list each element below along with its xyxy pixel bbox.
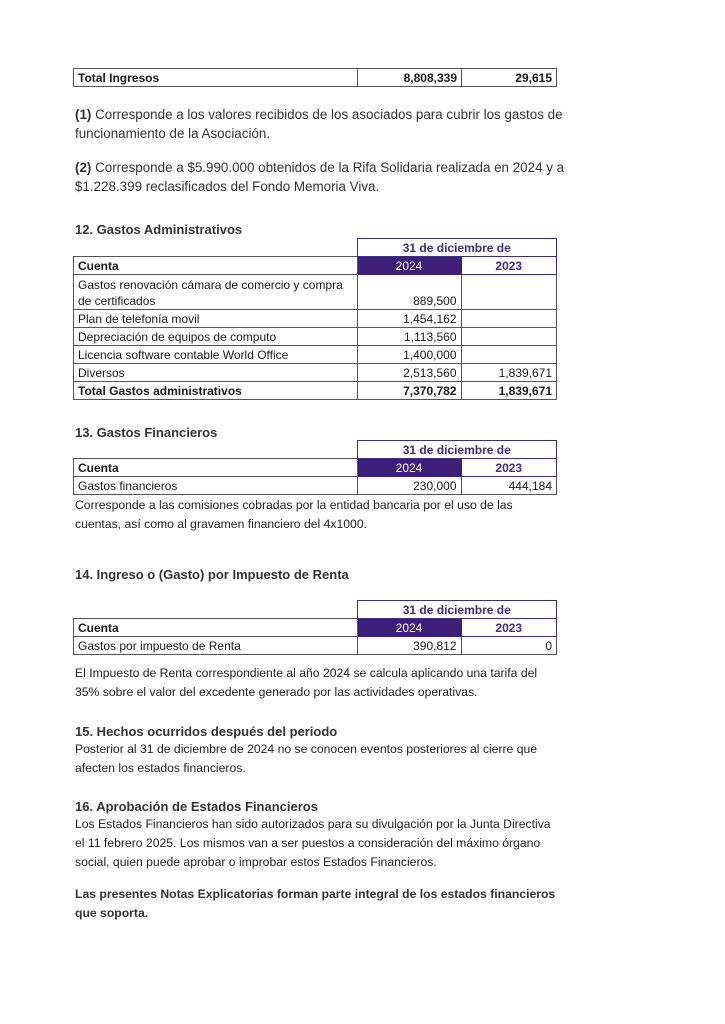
date-header: 31 de diciembre de: [357, 441, 557, 459]
total-2023: 1,839,671: [461, 382, 557, 400]
row-2024: 1,113,560: [357, 328, 461, 346]
row-2024: 1,454,162: [357, 310, 461, 328]
note-2-text: Corresponde a $5.990.000 obtenidos de la Rifa Solidaria realizada en 2024 y a $1.228.399 reclasificados del Fondo Memoria Viva.: [75, 160, 565, 194]
section-16-title: 16. Aprobación de Estados Financieros: [75, 799, 318, 814]
table-row: [74, 328, 557, 346]
col-2024: 2024: [357, 459, 461, 477]
table-row: [74, 346, 557, 364]
section-15-text: Posterior al 31 de diciembre de 2024 no se conocen eventos posteriores al cierre que afecten los estados financieros.: [75, 742, 538, 775]
row-2023: [461, 275, 557, 310]
note-1-ref: (1): [75, 107, 92, 122]
row-2023: 0: [461, 637, 557, 655]
table-row: [74, 275, 557, 310]
section-16-text: Los Estados Financieros han sido autorizados para su divulgación por la Junta Directiva el 11 febrero 2025. Los mismos van a ser puestos a consideración del máximo órgano social, quien puede aprobar o improbar estos Estados Financieros.: [75, 817, 551, 869]
row-2023: 1,839,671: [461, 364, 557, 382]
col-2024: 2024: [357, 619, 461, 637]
table-row: [74, 310, 557, 328]
total-ingresos-2024: 8,808,339: [358, 69, 462, 87]
total-row: [74, 382, 557, 400]
table-row: [74, 637, 557, 655]
row-label: Licencia software contable World Office: [74, 346, 358, 364]
row-label: Plan de telefonía movil: [74, 310, 358, 328]
col-2023: 2023: [461, 619, 557, 637]
col-cuenta: Cuenta: [74, 257, 358, 275]
row-2024: 1,400,000: [357, 346, 461, 364]
note-1: [75, 105, 565, 143]
col-cuenta: Cuenta: [74, 459, 358, 477]
total-ingresos-2023: 29,615: [462, 69, 557, 87]
row-label: Gastos renovación cámara de comercio y compra: [78, 278, 343, 292]
row-label: Diversos: [74, 364, 358, 382]
section-14-title: 14. Ingreso o (Gasto) por Impuesto de Renta: [75, 567, 349, 582]
date-header: 31 de diciembre de: [357, 239, 557, 257]
date-header: 31 de diciembre de: [357, 601, 557, 619]
total-2024: 7,370,782: [357, 382, 461, 400]
impuesto-renta-table: [73, 600, 557, 655]
table-row: [74, 477, 557, 495]
section-15-title: 15. Hechos ocurridos después del periodo: [75, 724, 338, 739]
col-2024: 2024: [357, 257, 461, 275]
section-13-note: Corresponde a las comisiones cobradas por la entidad bancaria por el uso de las cuentas, así como al gravamen financiero del 4x1000.: [75, 498, 513, 531]
row-2023: [461, 310, 557, 328]
section-12-title: 12. Gastos Administrativos: [75, 222, 243, 237]
table-row: [74, 364, 557, 382]
closing-statement: Las presentes Notas Explicatorias forman parte integral de los estados financieros que soporta.: [75, 887, 556, 920]
note-2: [75, 158, 565, 196]
row-2023: [461, 346, 557, 364]
row-2024: 889,500: [357, 275, 461, 310]
row-2023: [461, 328, 557, 346]
col-2023: 2023: [461, 257, 557, 275]
section-14-note: El Impuesto de Renta correspondiente al año 2024 se calcula aplicando una tarifa del 35% sobre el valor del excedente generado por las actividades operativas.: [75, 666, 538, 699]
row-2023: 444,184: [461, 477, 557, 495]
note-1-text: Corresponde a los valores recibidos de los asociados para cubrir los gastos de funcionamiento de la Asociación.: [75, 107, 563, 141]
section-13-title: 13. Gastos Financieros: [75, 425, 218, 440]
col-2023: 2023: [461, 459, 557, 477]
row-label-cont: de certificados: [78, 294, 156, 308]
gastos-administrativos-table: [73, 238, 557, 400]
gastos-financieros-table: [73, 440, 557, 495]
row-label: Gastos por impuesto de Renta: [74, 637, 358, 655]
total-ingresos-label: Total Ingresos: [74, 69, 358, 87]
note-2-ref: (2): [75, 160, 92, 175]
row-label: Gastos financieros: [74, 477, 358, 495]
row-2024: 2,513,560: [357, 364, 461, 382]
row-2024: 230,000: [357, 477, 461, 495]
total-ingresos-table: [73, 68, 557, 87]
col-cuenta: Cuenta: [74, 619, 358, 637]
total-label: Total Gastos administrativos: [74, 382, 358, 400]
row-label: Depreciación de equipos de computo: [74, 328, 358, 346]
row-2024: 390,812: [357, 637, 461, 655]
